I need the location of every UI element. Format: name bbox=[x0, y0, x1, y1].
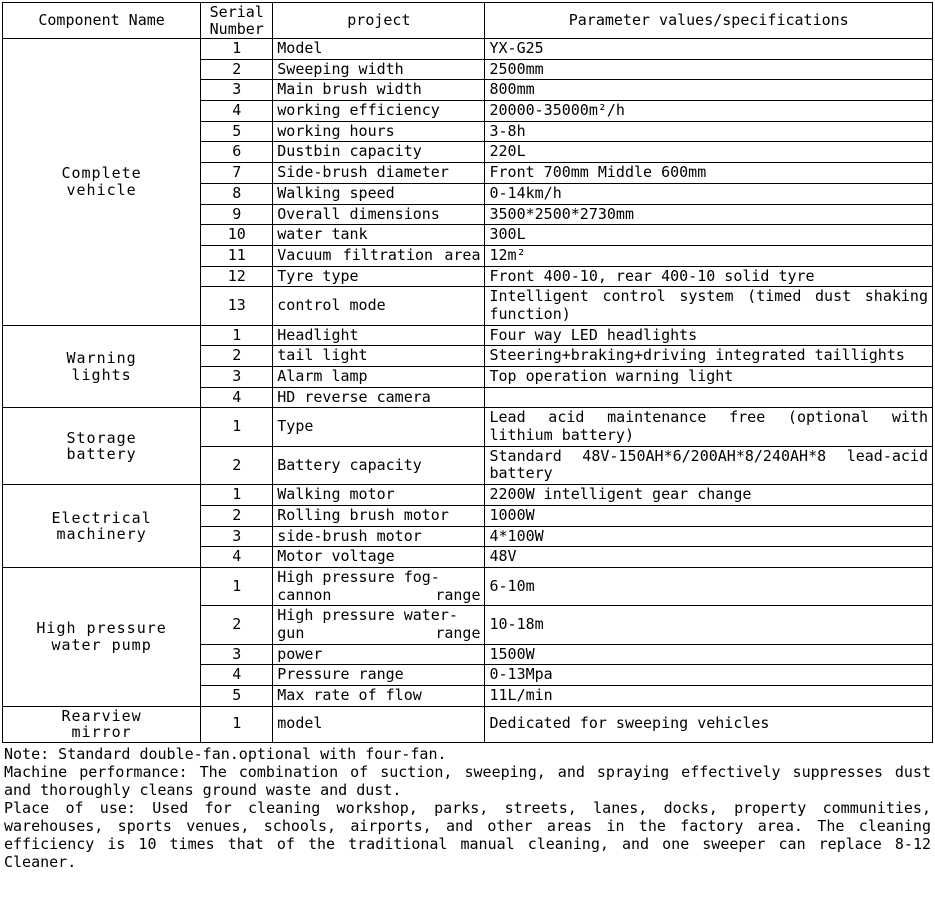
serial-number: 13 bbox=[201, 287, 273, 325]
project-name: Overall dimensions bbox=[273, 204, 485, 225]
serial-number: 4 bbox=[201, 665, 273, 686]
note-place-of-use: Place of use: Used for cleaning workshop, parks, streets, lanes, docks, property communities, warehouses, sports venues, schools, airports, and other areas in the factory area. The cleaning efficiency is 10 times that of the traditional manual cleaning, and one sweeper can replace 8-12 Cleaner. bbox=[4, 798, 931, 871]
parameter-value: 3500*2500*2730mm bbox=[485, 204, 933, 225]
group-label-line2: mirror bbox=[71, 723, 132, 742]
table-row bbox=[3, 706, 933, 742]
serial-number: 11 bbox=[201, 245, 273, 266]
project-name: HD reverse camera bbox=[273, 387, 485, 408]
group-label-line2: machinery bbox=[56, 525, 147, 543]
parameter-value: 4*100W bbox=[485, 526, 933, 547]
serial-number: 2 bbox=[201, 346, 273, 367]
group-label-line2: battery bbox=[66, 445, 137, 464]
group-label-complete-vehicle bbox=[3, 39, 201, 326]
serial-number: 1 bbox=[201, 408, 273, 446]
serial-number: 1 bbox=[201, 325, 273, 346]
group-label-line1: Complete bbox=[61, 164, 142, 183]
project-name: working hours bbox=[273, 121, 485, 142]
parameter-value: 6-10m bbox=[485, 567, 933, 605]
serial-number: 2 bbox=[201, 59, 273, 80]
parameter-value: Standard 48V-150AH*6/200AH*8/240AH*8 lead-acid battery bbox=[485, 446, 933, 484]
serial-number: 3 bbox=[201, 644, 273, 665]
serial-number: 9 bbox=[201, 204, 273, 225]
parameter-value: 10-18m bbox=[485, 606, 933, 644]
parameter-value: YX-G25 bbox=[485, 39, 933, 60]
table-header-row bbox=[3, 3, 933, 39]
serial-number: 7 bbox=[201, 163, 273, 184]
project-name: Model bbox=[273, 39, 485, 60]
notes-section bbox=[2, 743, 933, 871]
header-serial-number-line2: Number bbox=[209, 19, 264, 38]
table-body bbox=[3, 39, 933, 743]
note-standard-fan: Note: Standard double-fan.optional with four-fan. bbox=[4, 744, 447, 763]
project-name: Tyre type bbox=[273, 266, 485, 287]
serial-number: 4 bbox=[201, 101, 273, 122]
serial-number: 2 bbox=[201, 505, 273, 526]
group-label-warning-lights bbox=[3, 325, 201, 408]
parameter-value: 220L bbox=[485, 142, 933, 163]
project-name: Vacuum filtration area bbox=[273, 245, 485, 266]
header-project: project bbox=[273, 3, 485, 39]
serial-number: 8 bbox=[201, 183, 273, 204]
parameter-value: 300L bbox=[485, 225, 933, 246]
parameter-value: Steering+braking+driving integrated taillights bbox=[485, 346, 933, 367]
serial-number: 1 bbox=[201, 485, 273, 506]
table-header bbox=[3, 3, 933, 39]
project-name: power bbox=[273, 644, 485, 665]
group-label-high-pressure-water-pump bbox=[3, 567, 201, 706]
group-label-line1: High pressure bbox=[36, 619, 167, 638]
group-label-line1: Warning bbox=[66, 349, 137, 367]
project-name: side-brush motor bbox=[273, 526, 485, 547]
project-name: High pressure fog-cannon range bbox=[273, 567, 485, 605]
project-name: Battery capacity bbox=[273, 446, 485, 484]
project-name: Motor voltage bbox=[273, 547, 485, 568]
serial-number: 10 bbox=[201, 225, 273, 246]
parameter-value: 0-13Mpa bbox=[485, 665, 933, 686]
project-name: Walking motor bbox=[273, 485, 485, 506]
header-serial-number bbox=[201, 3, 273, 39]
note-machine-performance: Machine performance: The combination of suction, sweeping, and spraying effectively suppresses dust and thoroughly cleans ground waste and dust. bbox=[4, 762, 931, 799]
project-name: working efficiency bbox=[273, 101, 485, 122]
parameter-value: 48V bbox=[485, 547, 933, 568]
project-name: Main brush width bbox=[273, 80, 485, 101]
serial-number: 2 bbox=[201, 446, 273, 484]
serial-number: 5 bbox=[201, 121, 273, 142]
project-name: control mode bbox=[273, 287, 485, 325]
project-name: Rolling brush motor bbox=[273, 505, 485, 526]
parameter-value: 2500mm bbox=[485, 59, 933, 80]
spec-sheet bbox=[2, 2, 933, 871]
parameter-value: Front 700mm Middle 600mm bbox=[485, 163, 933, 184]
group-label-line2: water pump bbox=[51, 635, 152, 654]
parameter-value: 0-14km/h bbox=[485, 183, 933, 204]
specification-table bbox=[2, 2, 933, 743]
group-label-storage-battery bbox=[3, 408, 201, 485]
serial-number: 1 bbox=[201, 706, 273, 742]
project-name: Type bbox=[273, 408, 485, 446]
table-row bbox=[3, 325, 933, 346]
serial-number: 3 bbox=[201, 526, 273, 547]
parameter-value: 20000-35000m²/h bbox=[485, 101, 933, 122]
serial-number: 5 bbox=[201, 686, 273, 707]
serial-number: 12 bbox=[201, 266, 273, 287]
project-name: model bbox=[273, 706, 485, 742]
parameter-value: Top operation warning light bbox=[485, 367, 933, 388]
parameter-value bbox=[485, 387, 933, 408]
parameter-value: Four way LED headlights bbox=[485, 325, 933, 346]
table-row bbox=[3, 408, 933, 446]
project-name: Dustbin capacity bbox=[273, 142, 485, 163]
project-name: Alarm lamp bbox=[273, 367, 485, 388]
table-row bbox=[3, 39, 933, 60]
group-label-electrical-machinery bbox=[3, 485, 201, 568]
header-component-name: Component Name bbox=[3, 3, 201, 39]
parameter-value: 1000W bbox=[485, 505, 933, 526]
serial-number: 1 bbox=[201, 567, 273, 605]
group-label-line2: vehicle bbox=[66, 180, 137, 199]
project-name: High pressure water-gun range bbox=[273, 606, 485, 644]
project-name: Walking speed bbox=[273, 183, 485, 204]
parameter-value: 12m² bbox=[485, 245, 933, 266]
group-label-line1: Rearview bbox=[61, 706, 142, 725]
parameter-value: Dedicated for sweeping vehicles bbox=[485, 706, 933, 742]
group-label-line1: Storage bbox=[66, 428, 137, 447]
serial-number: 4 bbox=[201, 547, 273, 568]
parameter-value: 2200W intelligent gear change bbox=[485, 485, 933, 506]
parameter-value: 3-8h bbox=[485, 121, 933, 142]
serial-number: 1 bbox=[201, 39, 273, 60]
project-name: Pressure range bbox=[273, 665, 485, 686]
group-label-rearview-mirror bbox=[3, 706, 201, 742]
parameter-value: Front 400-10, rear 400-10 solid tyre bbox=[485, 266, 933, 287]
project-name: tail light bbox=[273, 346, 485, 367]
parameter-value: 1500W bbox=[485, 644, 933, 665]
project-name: Max rate of flow bbox=[273, 686, 485, 707]
project-name: Sweeping width bbox=[273, 59, 485, 80]
parameter-value: Intelligent control system (timed dust shaking function) bbox=[485, 287, 933, 325]
project-name: Side-brush diameter bbox=[273, 163, 485, 184]
header-parameter-values: Parameter values/specifications bbox=[485, 3, 933, 39]
serial-number: 2 bbox=[201, 606, 273, 644]
table-row bbox=[3, 485, 933, 506]
project-name: water tank bbox=[273, 225, 485, 246]
project-name: Headlight bbox=[273, 325, 485, 346]
parameter-value: Lead acid maintenance free (optional with lithium battery) bbox=[485, 408, 933, 446]
group-label-line2: lights bbox=[71, 365, 132, 384]
serial-number: 4 bbox=[201, 387, 273, 408]
serial-number: 3 bbox=[201, 80, 273, 101]
table-row bbox=[3, 567, 933, 605]
parameter-value: 800mm bbox=[485, 80, 933, 101]
group-label-line1: Electrical bbox=[51, 508, 152, 527]
header-serial-number-line1: Serial bbox=[209, 3, 264, 21]
serial-number: 6 bbox=[201, 142, 273, 163]
parameter-value: 11L/min bbox=[485, 686, 933, 707]
serial-number: 3 bbox=[201, 367, 273, 388]
